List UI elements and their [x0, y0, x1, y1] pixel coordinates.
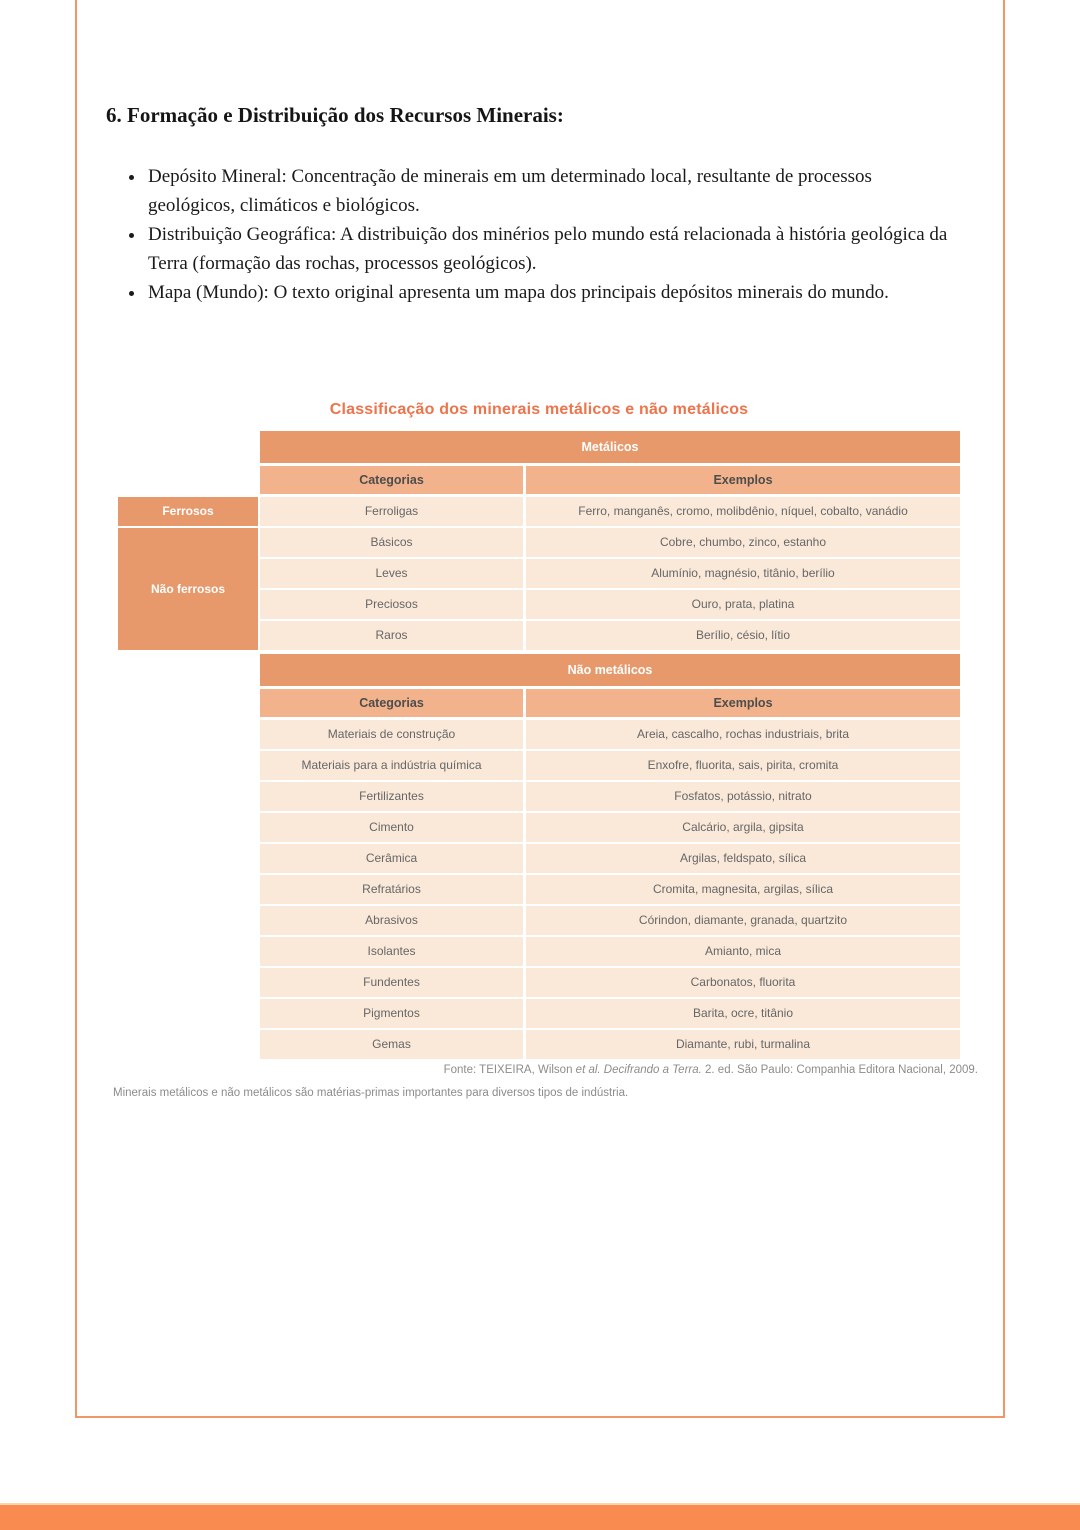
table-row — [260, 968, 960, 997]
column-header: Exemplos — [526, 689, 960, 717]
example-cell: Ouro, prata, platina — [526, 590, 960, 619]
example-cell: Carbonatos, fluorita — [526, 968, 960, 997]
figure-caption: Minerais metálicos e não metálicos são matérias-primas importantes para diversos tipos de indústria. — [113, 1087, 629, 1099]
table-row — [260, 621, 960, 650]
category-cell: Materiais de construção — [260, 720, 523, 749]
table-title: Classificação dos minerais metálicos e não metálicos — [329, 401, 749, 418]
category-cell: Preciosos — [260, 590, 523, 619]
table-row — [260, 590, 960, 619]
side-label-text: Não ferrosos — [150, 582, 226, 596]
bullet-item: • Mapa (Mundo): O texto original apresenta um mapa dos principais depósitos minerais do mundo. — [146, 278, 958, 307]
column-header: Categorias — [260, 689, 523, 717]
section-band: Metálicos — [260, 431, 960, 463]
table-row — [260, 782, 960, 811]
example-cell: Berílio, césio, lítio — [526, 621, 960, 650]
bullet-item: • Distribuição Geográfica: A distribuição dos minérios pelo mundo está relacionada à história geológica da Terra (formação das rochas, processos geológicos). — [146, 220, 958, 278]
category-cell: Fundentes — [260, 968, 523, 997]
example-cell: Diamante, rubi, turmalina — [526, 1030, 960, 1059]
category-cell: Leves — [260, 559, 523, 588]
category-cell: Ferroligas — [260, 497, 523, 526]
figure-source — [100, 1064, 978, 1076]
example-cell: Argilas, feldspato, sílica — [526, 844, 960, 873]
table-row — [260, 875, 960, 904]
table-row — [260, 528, 960, 557]
category-cell: Cerâmica — [260, 844, 523, 873]
side-label-ferrosos: Ferrosos — [118, 497, 258, 526]
example-cell: Fosfatos, potássio, nitrato — [526, 782, 960, 811]
table-row — [260, 813, 960, 842]
example-cell: Ferro, manganês, cromo, molibdênio, níquel, cobalto, vanádio — [526, 497, 960, 526]
category-cell: Refratários — [260, 875, 523, 904]
bullet-item: • Depósito Mineral: Concentração de minerais em um determinado local, resultante de processos geológicos, climáticos e biológicos. — [146, 162, 958, 220]
category-cell: Básicos — [260, 528, 523, 557]
source-text-part: et al. Decifrando a Terra. — [575, 1064, 702, 1076]
category-cell: Cimento — [260, 813, 523, 842]
source-text-part: 2. ed. São Paulo: Companhia Editora Nacional, 2009. — [701, 1064, 978, 1076]
example-cell: Amianto, mica — [526, 937, 960, 966]
category-cell: Materiais para a indústria química — [260, 751, 523, 780]
table-row — [260, 720, 960, 749]
column-header: Categorias — [260, 466, 523, 494]
example-cell: Cobre, chumbo, zinco, estanho — [526, 528, 960, 557]
source-text-part: Fonte: TEIXEIRA, Wilson — [443, 1064, 576, 1076]
table-header-row — [260, 466, 960, 494]
classification-table — [260, 431, 960, 1061]
table-row — [260, 906, 960, 935]
side-label-nao-ferrosos — [118, 528, 258, 650]
section-heading: 6. Formação e Distribuição dos Recursos Minerais: — [106, 103, 564, 127]
example-cell: Cromita, magnesita, argilas, sílica — [526, 875, 960, 904]
table-row — [260, 559, 960, 588]
bullet-list — [124, 162, 958, 307]
table-row — [260, 497, 960, 526]
table-row — [260, 751, 960, 780]
example-cell: Córindon, diamante, granada, quartzito — [526, 906, 960, 935]
example-cell: Calcário, argila, gipsita — [526, 813, 960, 842]
table-row — [260, 1030, 960, 1059]
section-band: Não metálicos — [260, 654, 960, 686]
category-cell: Gemas — [260, 1030, 523, 1059]
table-header-row — [260, 689, 960, 717]
category-cell: Abrasivos — [260, 906, 523, 935]
example-cell: Barita, ocre, titânio — [526, 999, 960, 1028]
example-cell: Areia, cascalho, rochas industriais, brita — [526, 720, 960, 749]
category-cell: Isolantes — [260, 937, 523, 966]
bottom-orange-bar — [0, 1503, 1080, 1530]
table-row — [260, 937, 960, 966]
table-row — [260, 999, 960, 1028]
example-cell: Alumínio, magnésio, titânio, berílio — [526, 559, 960, 588]
table-row — [260, 844, 960, 873]
category-cell: Pigmentos — [260, 999, 523, 1028]
example-cell: Enxofre, fluorita, sais, pirita, cromita — [526, 751, 960, 780]
category-cell: Fertilizantes — [260, 782, 523, 811]
category-cell: Raros — [260, 621, 523, 650]
column-header: Exemplos — [526, 466, 960, 494]
